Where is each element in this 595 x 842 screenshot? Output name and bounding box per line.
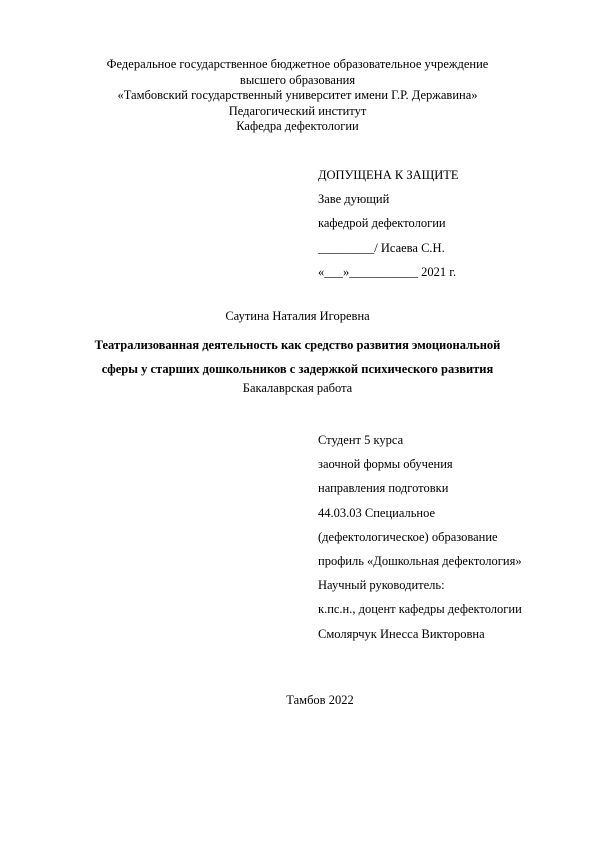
institute-name: Педагогический институт <box>228 103 367 118</box>
student-direction-name: (дефектологическое) образование <box>318 529 498 544</box>
supervisor-label: Научный руководитель: <box>318 578 445 593</box>
approval-block <box>318 163 459 284</box>
approval-position: Заве дующий <box>318 192 390 207</box>
approval-department: кафедрой дефектологии <box>318 216 446 231</box>
institution-line: высшего образования <box>239 72 356 87</box>
thesis-title-line: Театрализованная деятельность как средство развития эмоциональной <box>94 338 501 352</box>
institution-line: Федеральное государственное бюджетное образовательное учреждение <box>106 57 489 71</box>
department-name: Кафедра дефектологии <box>236 119 359 133</box>
institution-header <box>0 57 595 135</box>
student-info-block <box>318 428 522 646</box>
thesis-title <box>0 334 595 381</box>
approval-heading: ДОПУЩЕНА К ЗАЩИТЕ <box>318 168 459 182</box>
supervisor-title: к.пс.н., доцент кафедры дефектологии <box>318 602 522 617</box>
student-profile: профиль «Дошкольная дефектология» <box>318 554 522 569</box>
student-study-form: заочной формы обучения <box>318 457 453 472</box>
city-year: Тамбов 2022 <box>286 693 354 707</box>
university-name: «Тамбовский государственный университет имени Г.Р. Державина» <box>117 88 478 102</box>
supervisor-name: Смолярчук Инесса Викторовна <box>318 626 485 641</box>
approval-date-line: «___»___________ 2021 г. <box>318 264 457 279</box>
student-direction-label: направления подготовки <box>318 481 449 496</box>
thesis-title-line: сферы у старших дошкольников с задержкой психического развития <box>101 361 494 376</box>
author-name: Саутина Наталия Игоревна <box>225 309 370 323</box>
student-direction-code: 44.03.03 Специальное <box>318 505 436 520</box>
work-type: Бакалаврская работа <box>242 381 353 395</box>
student-course: Студент 5 курса <box>318 433 404 447</box>
approval-signature-line: _________/ Исаева С.Н. <box>318 240 445 255</box>
